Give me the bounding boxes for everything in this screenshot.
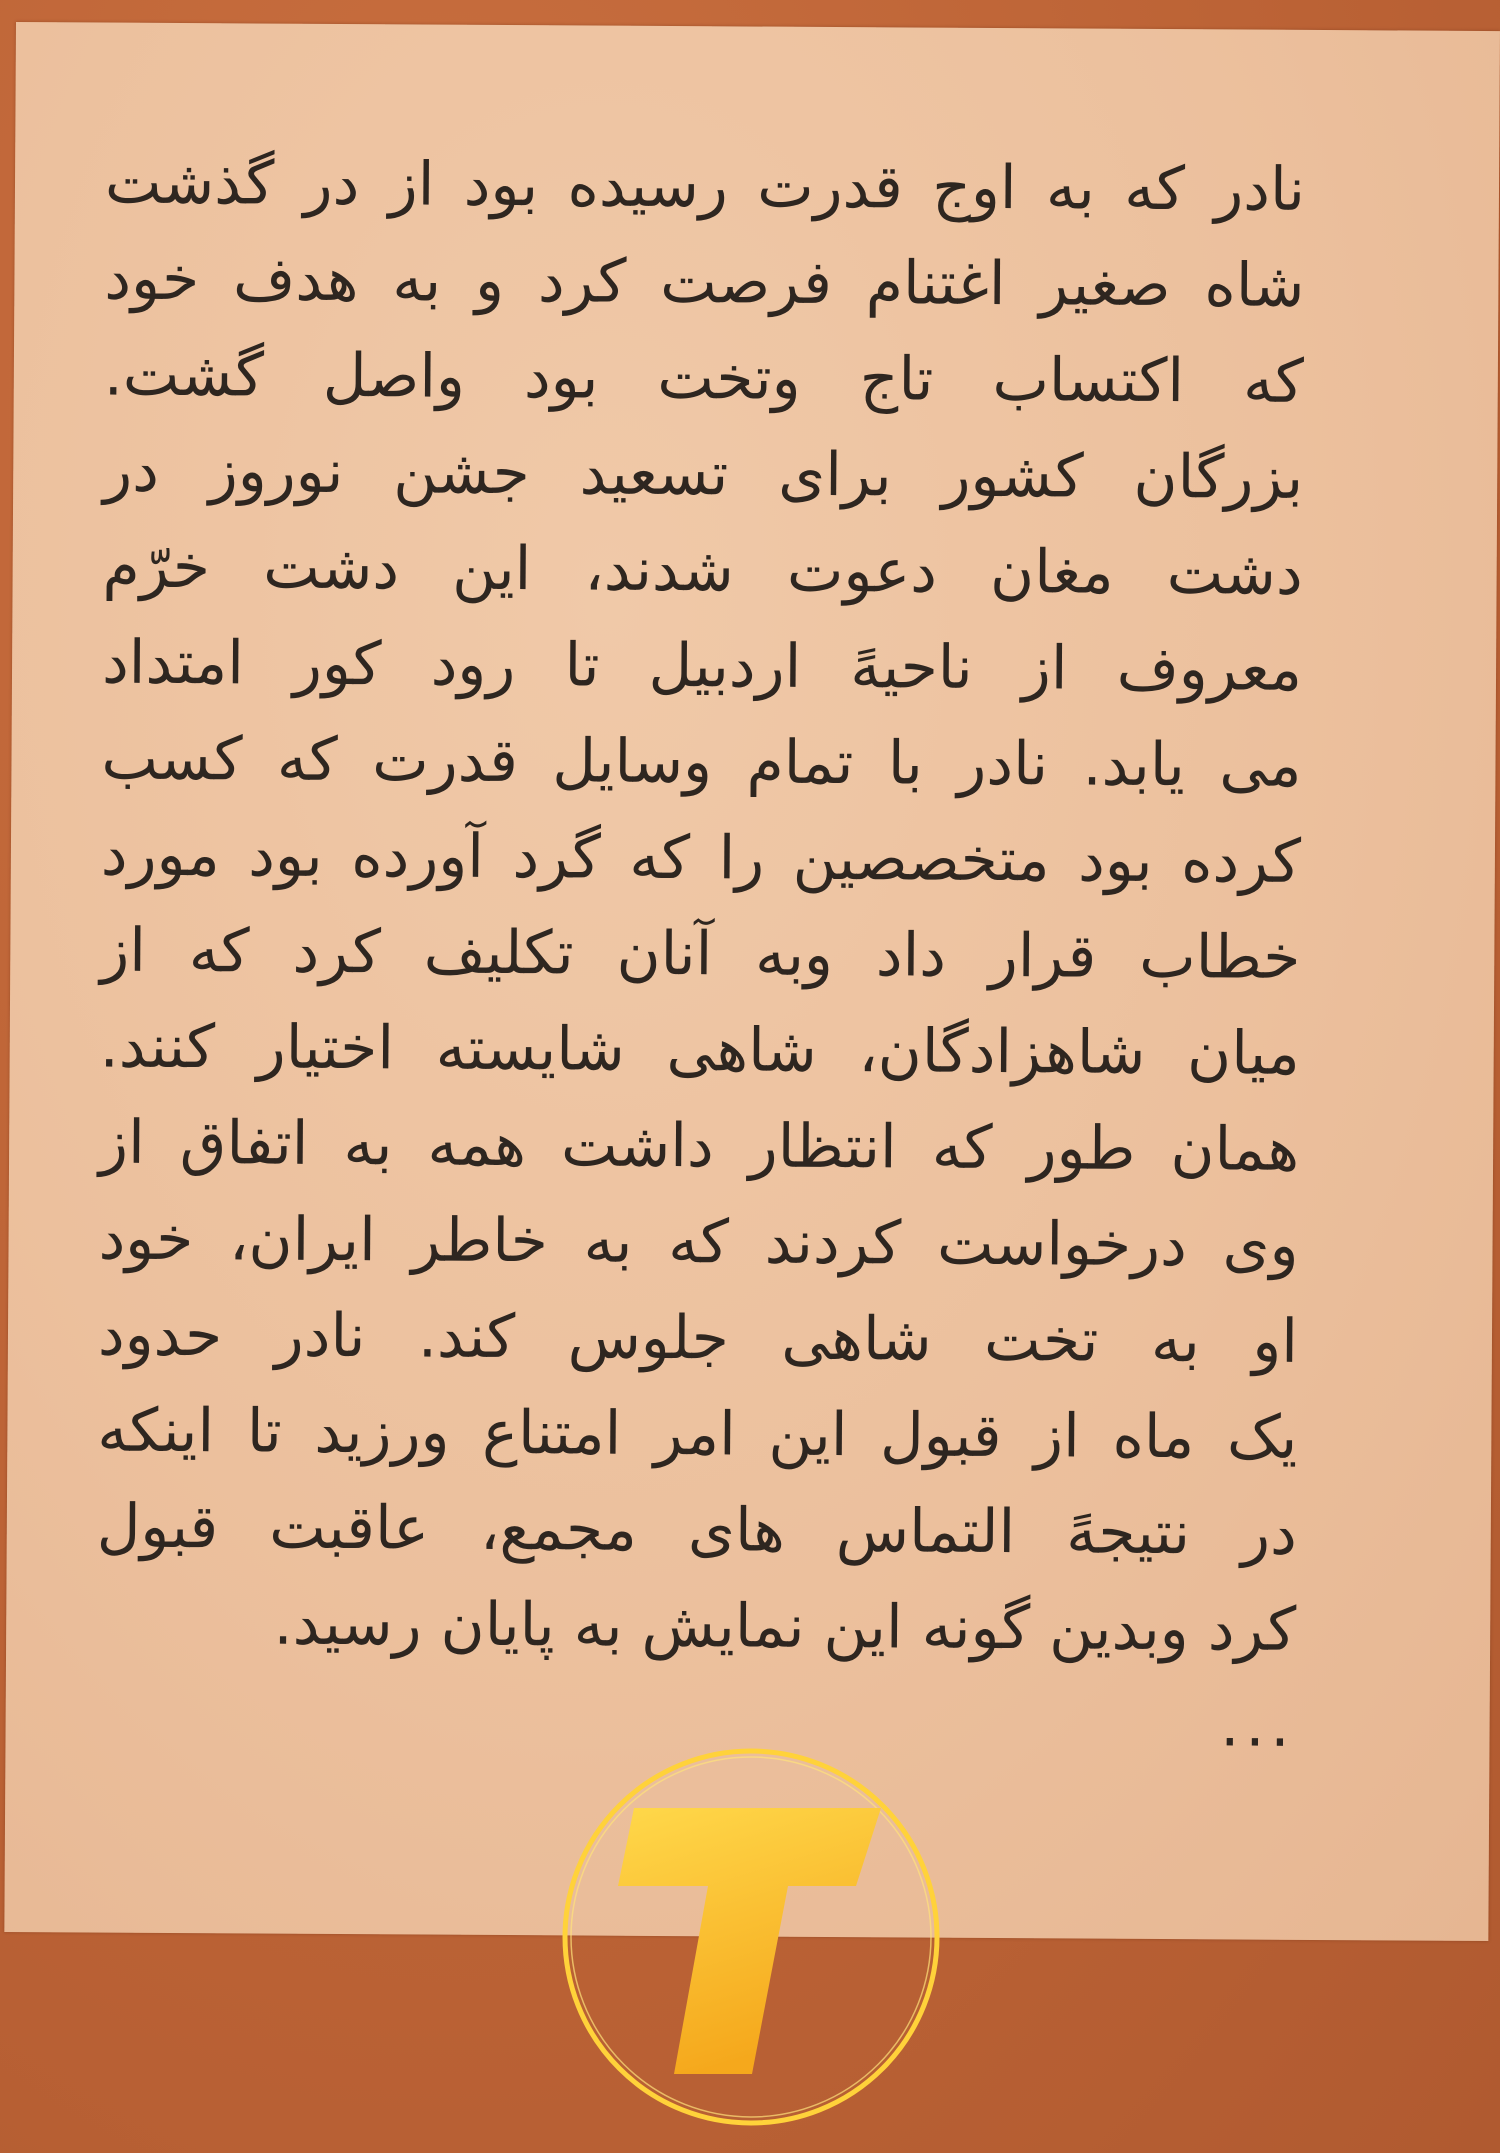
text-line: نادر که به اوج قدرت رسیده بود از در گذشت — [104, 147, 1306, 225]
text-line: دشت مغان دعوت شدند، این دشت خرّم — [102, 531, 1303, 609]
text-line: بزرگان کشور برای تسعید جشن نوروز در — [103, 435, 1304, 513]
text-line: کرده بود متخصصین را که گرد آورده بود مورد — [100, 819, 1302, 897]
text-line: یک ماه از قبول این امر امتناع ورزید تا اینکه — [97, 1395, 1298, 1473]
t-logo-icon — [556, 1742, 946, 2132]
text-line: می یابد. نادر با تمام وسایل قدرت که کسب — [101, 723, 1302, 801]
text-line: او به تخت شاهی جلوس کند. نادر حدود — [97, 1299, 1299, 1377]
text-line: معروف از ناحیهً اردبیل تا رود کور امتداد — [101, 627, 1303, 705]
text-line: خطاب قرار داد وبه آنان تکلیف کرد که از — [100, 915, 1301, 993]
text-line: میان شاهزادگان، شاهی شایسته اختیار کنند. — [99, 1011, 1300, 1089]
text-page — [4, 22, 1500, 1941]
text-line: در نتیجهً التماس های مجمع، عاقبت قبول — [96, 1491, 1298, 1569]
text-line: وی درخواست کردند که به خاطر ایران، خود — [98, 1203, 1299, 1281]
ellipsis: ... — [1220, 1690, 1296, 1761]
logo-letter-shape — [618, 1808, 881, 2074]
text-line: که اکتساب تاج وتخت بود واصل گشت. — [103, 339, 1305, 417]
paragraph — [95, 135, 1305, 1774]
text-line: شاه صغیر اغتنام فرصت کرد و به هدف خود — [104, 243, 1305, 321]
text-line: همان طور که انتظار داشت همه به اتفاق از — [98, 1107, 1300, 1185]
text-line: کرد وبدین گونه این نمایش به پایان رسید. — [273, 1588, 1297, 1665]
